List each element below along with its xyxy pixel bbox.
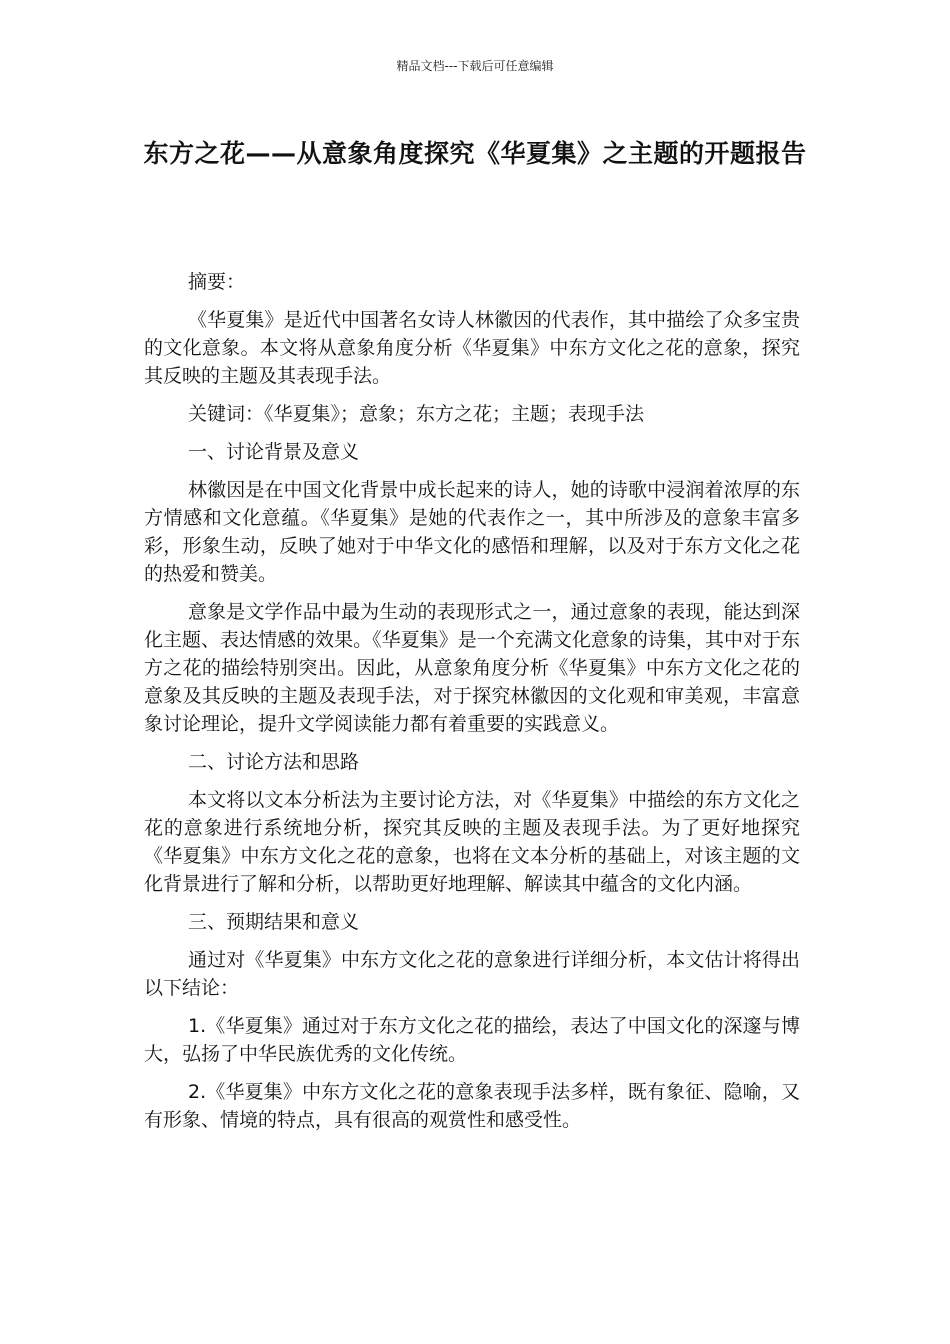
section-heading-background: 一、讨论背景及意义 bbox=[188, 441, 360, 463]
paragraph-background-1: 林徽因是在中国文化背景中成长起来的诗人，她的诗歌中浸润着浓厚的东方情感和文化意蕴。《华夏集》是她的代表作之一，其中所涉及的意象丰富多彩，形象生动，反映了她对于中华文化的感悟和理解，以及对于东方文化之花的热爱和赞美。 bbox=[144, 479, 800, 585]
paragraph-results-intro: 通过对《华夏集》中东方文化之花的意象进行详细分析，本文估计将得出以下结论： bbox=[144, 949, 800, 999]
abstract-text: 《华夏集》是近代中国著名女诗人林徽因的代表作，其中描绘了众多宝贵的文化意象。本文将从意象角度分析《华夏集》中东方文化之花的意象，探究其反映的主题及其表现手法。 bbox=[144, 309, 800, 387]
list-item-conclusion-2: 2.《华夏集》中东方文化之花的意象表现手法多样，既有象征、隐喻，又有形象、情境的特点，具有很高的观赏性和感受性。 bbox=[144, 1081, 800, 1131]
paragraph-method: 本文将以文本分析法为主要讨论方法，对《华夏集》中描绘的东方文化之花的意象进行系统地分析，探究其反映的主题及表现手法。为了更好地探究《华夏集》中东方文化之花的意象，也将在文本分析的基础上，对该主题的文化背景进行了解和分析，以帮助更好地理解、解读其中蕴含的文化内涵。 bbox=[144, 789, 800, 895]
header-note: 精品文档---下载后可任意编辑 bbox=[396, 59, 554, 73]
paragraph-background-2: 意象是文学作品中最为生动的表现形式之一，通过意象的表现，能达到深化主题、表达情感的效果。《华夏集》是一个充满文化意象的诗集，其中对于东方之花的描绘特别突出。因此，从意象角度分析《华夏集》中东方文化之花的意象及其反映的主题及表现手法，对于探究林徽因的文化观和审美观，丰富意象讨论理论，提升文学阅读能力都有着重要的实践意义。 bbox=[144, 601, 800, 735]
section-heading-method: 二、讨论方法和思路 bbox=[188, 751, 360, 773]
document-body bbox=[144, 268, 800, 1144]
section-heading-results: 三、预期结果和意义 bbox=[188, 911, 360, 933]
abstract-heading: 摘要： bbox=[188, 271, 246, 293]
document-title: 东方之花——从意象角度探究《华夏集》之主题的开题报告 bbox=[143, 139, 807, 168]
list-item-conclusion-1: 1.《华夏集》通过对于东方文化之花的描绘，表达了中国文化的深邃与博大，弘扬了中华民族优秀的文化传统。 bbox=[144, 1015, 800, 1065]
keywords: 关键词：《华夏集》；意象；东方之花；主题；表现手法 bbox=[188, 403, 645, 425]
